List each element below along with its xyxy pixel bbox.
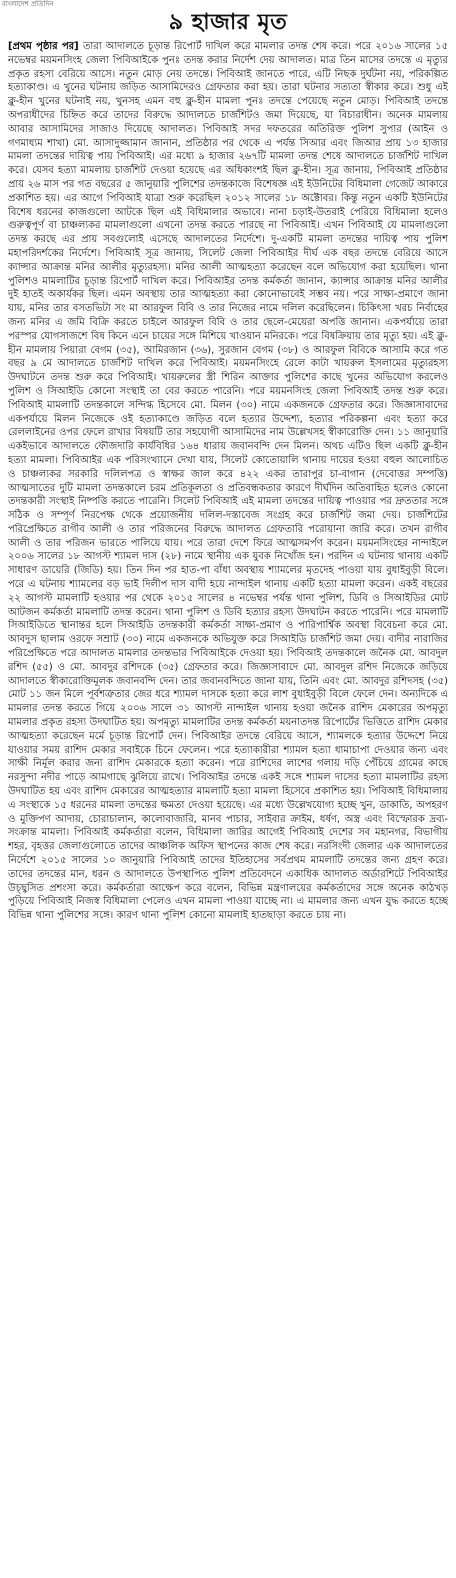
- article-body: [8, 40, 448, 1574]
- headline: ৯ হাজার মৃত: [168, 10, 288, 35]
- continued-label: [প্রথম পৃষ্ঠার পর]: [8, 41, 83, 52]
- masthead-strip: বাংলাদেশ প্রতিদিন: [2, 0, 54, 8]
- article-text: তারা আদালতে চূড়ান্ত রিপোর্ট দাখিল করে মামলার তদন্ত শেষ করে। পরে ২০১৬ সালের ১৫ নভেম্বর ময়মনসিংহ জেলা পিবিআইকে পুনঃ তদন্ত করার নির্দেশ দেয় আদালত। মাত্র তিন মাসের তদন্তে এ মৃত্যুর প্রকৃত রহস্য বেরিয়ে আসে। নতুন মোড় নেয় তদন্তে। পিবিআই জানতে পারে, এটি নিছক দুর্ঘটনা নয়, পরিকল্পিত হত্যাকাণ্ড। এ খুনের ঘটনায় জড়িত আসামিদেরও গ্রেফতার করা হয়। তারা ঘটনার সত্যতা স্বীকার করে। শুধু এই ক্লু-হীন খুনের ঘটনাই নয়, খুনসহ এমন বহু ক্লু-হীন মামলা পুনঃ তদন্তে পেয়েছে নতুন মোড়। পিবিআই তদন্তে অপরাধীদের চিহ্নিত করে তাদের বিরুদ্ধে আদালতে চার্জশিটও জমা দিয়েছে, যা বিচারাধীন। অনেক মামলায় আবার আসামিদের সাজাও দিয়েছে আদালত। পিবিআই সদর দফতরের অতিরিক্ত পুলিশ সুপার (আইন ও গণমাধ্যম শাখা) মো. আসাদুজ্জামান জানান, প্রতিষ্ঠার পর থেকে এ পর্যন্ত সিআর এবং জিআর প্রায় ১৩ হাজার মামলা তদন্তের দায়িত্ব পায় পিবিআই। এর মধ্যে ৯ হাজার ২৬৭টি মামলা তদন্ত শেষে আদালতে চার্জশিট দাখিল করে। যেসব হত্যা মামলায় চার্জশিট দেওয়া হয়েছে এর অধিকাংশই ছিল ক্লু-হীন। সূত্র জানায়, পিবিআই প্রতিষ্ঠার প্রায় ২৬ মাস পর গত বছরের ৫ জানুয়ারি পুলিশের তদন্তকাজে বিশেষজ্ঞ এই ইউনিটের বিধিমালা গেজেট আকারে প্রকাশিত হয়। এর আগে পিবিআই যাত্রা শুরু করেছিল ২০১২ সালের ১৮ অক্টোবর। কিন্তু নতুন একটি ইউনিটের বিশেষ ধরনের কাজগুলো আটকে ছিল এই বিধিমালার অভাবে। নানা চড়াই-উতরাই পেরিয়ে বিধিমালা হলেও গুরুত্বপূর্ণ বা চাঞ্চল্যকর মামলাগুলো এখনো তদন্ত করতে পারছে না পিবিআই। এখন পিবিআই যে মামলাগুলো তদন্ত করছে এর প্রায় সবগুলোই এসেছে আদালতের নির্দেশে। দু-একটি মামলা তদন্তের দায়িত্ব পায় পুলিশ মহাপরিদর্শকের নির্দেশে। পিবিআই সূত্র জানায়, সিলেট জেলা পিবিআইর দীর্ঘ এক বছর তদন্তে বেরিয়ে আসে ক্যান্সার আক্রান্ত মনির আলীর মৃত্যুরহস্য। মনির আলী আত্মহত্যা করেছেন বলে অভিযোগ করা হয়েছিল। থানা পুলিশও মামলাটির চূড়ান্ত রিপোর্ট দাখিল করে। পিবিআইর তদন্ত কর্মকর্তা জানান, ক্যান্সার আক্রান্ত মনির আলীর দুই হাতই অকার্যকর ছিল। এমন অবস্থায় তার আত্মহত্যা করা কোনোভাবেই সম্ভব নয়। পরে সাক্ষ্য-প্রমাণে জানা যায়, মনির তার বসতভিটা সং মা আরফুল বিবি ও তার নিজের নামে দলিল করেছিলেন। চিকিৎসা খরচ নির্বাহের জন্য মনির এ জমি বিক্রি করতে চাইলে আরফুল বিবি ও তার ছেলে-মেয়েরা অপত্তি জানান। একপর্যায়ে তারা পরস্পর যোগসাজশে বিষ কিনে এনে চায়ের সঙ্গে মিশিয়ে খাওয়ান মনিরকে। পরে বিষক্রিয়ায় তার মৃত্যু হয়। এই ক্লু-হীন মামলায় পিয়ারা বেগম (৩৫), আমিরজান (৩৬), সুরজান বেগম (৩৮) ও আরফুল বিবিকে আসামি করে গত বছর ৯ মে আদালতে চার্জশিট দাখিল করে পিবিআই। ময়মনসিংহে রেলে কাটা খায়রুল ইসলামের মৃত্যুরহস্য উদঘাটনে তদন্ত শুরু করে পিবিআই। খায়রুলের স্ত্রী শিরিন আক্তার পুলিশের কাছে খুনের অভিযোগ করলেও পুলিশ ও সিআইডি কোনো সংস্থাই তা বের করতে পারেনি। পরে ময়মনসিংহ জেলা পিবিআই তদন্ত শুরু করে। পিবিআই মামলাটি তদন্তকালে সন্দিগ্ধ হিসেবে মো. মিলন (৩০) নামে একজনকে গ্রেফতার করে। জিজ্ঞাসাবাদের একপর্যায়ে মিলন নিজেকে ওই হত্যাকাণ্ডে জড়িত বলে হত্যার উদ্দেশ্য, হত্যার পরিকল্পনা এবং হত্যা করে রেললাইনের ওপর ফেলে রাখার বিষয়টি তার সহযোগী আসামিদের নাম উল্লেখসহ স্বীকারোক্তি দেন। ১১ জানুয়ারি একইভাবে আদালতে ফৌজদারি কার্যবিধির ১৬৪ ধারায় জবানবন্দি দেন মিলন। অথচ এটিও ছিল একটি ক্লু-হীন হত্যা মামলা। পিবিআইর এক পরিসংখ্যানে দেখা যায়, সিলেট কোতোয়ালি থানায় দায়ের হওয়া বহুল আলোচিত ও চাঞ্চল্যকর সরকারি দলিলপত্র ও স্বাক্ষর জাল করে ৪২২ একর তারাপুর চা-বাগান (দেবোত্তর সম্পত্তি) আত্মসাতের দুটি মামলা তদন্তকালে চরম প্রতিকূলতা ও প্রতিবন্ধকতার কারণে দীর্ঘদিন অতিবাহিত হলেও কোনো তদন্তকারী সংস্থাই নিষ্পত্তি করতে পারেনি। সিলেট পিবিআই এই মামলা তদন্তের দায়িত্ব পাওয়ার পর দ্রুততার সঙ্গে সঠিক ও সম্পূর্ণ নিরপেক্ষ থেকে প্রয়োজনীয় দলিল-দস্তাবেজ সংগ্রহ করে চার্জশিট জমা দেয়। চার্জশিটের পরিপ্রেক্ষিতে রাগীব আলী ও তার পরিজনের বিরুদ্ধে আদালত গ্রেফতারি পরোয়ানা জারি করে। তখন রাগীব আলী ও তার পরিজন ভারতে পালিয়ে যায়। পরে তারা দেশে ফিরে আত্মসমর্পণ করেন। ময়মনসিংহের নান্দাইলে ২০০৬ সালের ১৮ আগস্ট শ্যামল দাস (২৮) নামে স্থানীয় এক যুবক নিখোঁজ হন। পরদিন এ ঘটনায় থানায় একটি সাধারণ ডায়েরি (জিডি) হয়। তিন দিন পর হাত-পা বাঁধা অবস্থায় শ্যামলের মৃতদেহ পাওয়া যায় বুধাইবুড়ী বিলে। পরে এ ঘটনায় শ্যামলের বড় ভাই দিলীপ দাস বাদী হয়ে নান্দাইল থানায় একটি হত্যা মামলা করেন। একই বছরের ২২ আগস্ট মামলাটি হওয়ার পর থেকে ২০১৫ সালের ৪ নভেম্বর পর্যন্ত থানা পুলিশ, ডিবি ও সিআইডির মোট আটজন কর্মকর্তা মামলাটি তদন্ত করেন। থানা পুলিশ ও ডিবি হত্যার রহস্য উদঘাটন করতে পারেনি। পরে মামলাটি সিআইডিতে স্থানান্তর হলে সিআইডি তদন্তকারী কর্মকর্তা সাক্ষ্য-প্রমাণ ও পারিপার্শ্বিক অবস্থা বিবেচনা করে মো. আবদুস ছালাম ওরফে সম্রাট (৩০) নামে একজনকে অভিযুক্ত করে সিআইডি চার্জশিট জমা দেয়। বাদীর নারাজির পরিপ্রেক্ষিতে পরে আদালত মামলার তদন্তভার পিবিআইকে দেওয়া হয়। পিবিআই তদন্তকালে জনৈক মো. আবদুল রশিদ (৫৫) ও মো. আবদুর রশিদকে (৩৫) গ্রেফতার করে। জিজ্ঞাসাবাদে মো. আবদুল রশিদ নিজেকে জড়িয়ে আদালতে স্বীকারোক্তিমূলক জবানবন্দি দেন। তার জবানবন্দিতে জানা যায়, তিনি এবং মো. আবদুর রশিদসহ (৩৫) মোট ১১ জন মিলে পূর্বশত্রুতার জের ধরে শ্যামল দাসকে হত্যা করে লাশ বুধাইবুড়ী বিলে ফেলে দেন। অন্যদিকে এ মামলার তদন্ত করতে গিয়ে ২০০৬ সালে ৩১ আগস্ট নান্দাইল থানায় হওয়া জনৈক রাশিদ মেকারের অপমৃত্যু মামলার প্রকৃত রহস্য উদঘাটিত হয়। অপমৃত্যু মামলাটির তদন্ত কর্মকর্তা ময়নাতদন্ত রিপোর্টের ভিত্তিতে রাশিদ মেকার আত্মহত্যা করেছেন মর্মে চূড়ান্ত রিপোর্ট দেন। পিবিআইর তদন্তে বেরিয়ে আসে, শ্যামলকে হত্যার উদ্দেশে নিয়ে যাওয়ার সময় রাশিদ মেকার সবাইকে চিনে ফেলেন। পরে হত্যাকারীরা শ্যামল হত্যা ধামাচাপা দেওয়ার জন্য এবং সাক্ষী নির্মূল করার জন্য রাশিদ মেকারকে হত্যা করেন। পরে রাশিদের লাশের গলায় দড়ি পেঁচিয়ে গ্রামের কাছে নরসুন্দা নদীর পাড়ে আমগাছে ঝুলিয়ে রাখে। পিবিআইর তদন্তে একই সঙ্গে শ্যামল দাসের হত্যা মামলাটির রহস্য উদঘাটিত হয় এবং রাশিদ মেকারের আত্মহত্যার মামলাটি হত্যা মামলা হিসেবে প্রকাশিত হয়। পিবিআই বিধিমালায় এ সংস্থাকে ১৫ ধরনের মামলা তদন্তের ক্ষমতা দেওয়া হয়েছে। এর মধ্যে উল্লেখযোগ্য হচ্ছে খুন, ডাকাতি, অপহরণ ও মুক্তিপণ আদায়, চোরাচালান, কালোবাজারি, মানব পাচার, সাইবার ক্রাইম, ধর্ষণ, অস্ত্র এবং বিস্ফোরক দ্রব্য-সংক্রান্ত মামলা। পিবিআই কর্মকর্তারা বলেন, বিধিমালা জারির আগেই পিবিআই দেশের সব মহানগর, বিভাগীয় শহর, বৃহত্তর জেলাগুলোতে তাদের আঞ্চলিক অফিস স্থাপনের কাজ শেষ করে। নরসিংদী জেলার এক আদালতের নির্দেশে ২০১৫ সালের ১০ জানুয়ারি পিবিআই তাদের ইতিহাসের সর্বপ্রথম মামলাটি তদন্তের জন্য গ্রহণ করে। তাদের তদন্তের মান, ধরন ও আদালতে উপস্থাপিত পুলিশ প্রতিবেদনে একাধিক আদালত অর্ডারশিটে পিবিআইর উচ্ছ্বসিত প্রশংসা করে। কর্মকর্তারা আক্ষেপ করে বলেন, বিভিন্ন মন্ত্রণালয়ের কর্মকর্তাদের সঙ্গে অনেক কাঠখড় পুড়িয়ে পিবিআই নিজস্ব বিধিমালা পেলেও এখন মামলা পাওয়া যাচ্ছে না। এ মামলার জন্য এখন যুদ্ধ করতে হচ্ছে বিভিন্ন থানা পুলিশের সঙ্গে। কারণ থানা পুলিশ কোনো মামলাই হাতছাড়া করতে চায় না।: [8, 41, 448, 922]
